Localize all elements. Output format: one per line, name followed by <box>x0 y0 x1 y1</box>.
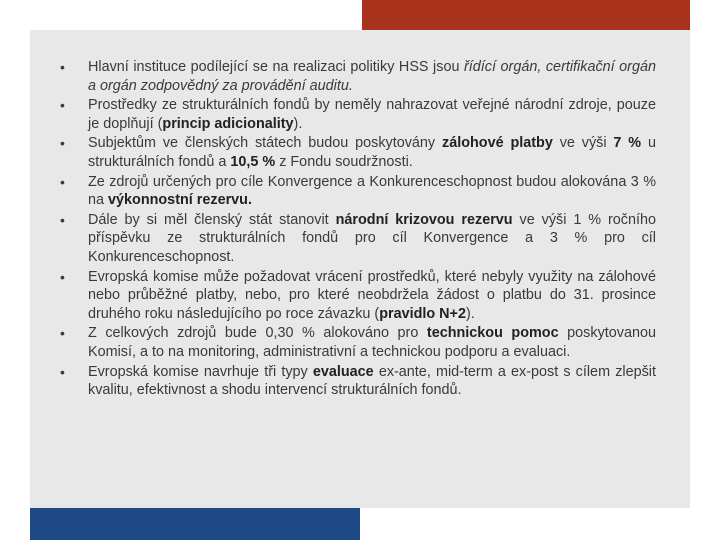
bullet-dot-icon: • <box>60 59 65 75</box>
bullet-text: ve výši <box>552 135 614 152</box>
bullet-highlight: evaluace <box>312 363 374 380</box>
bullet-text: Z celkových zdrojů bude 0,30 % alokováno pro <box>88 325 427 342</box>
bullet-dot-icon: • <box>60 173 65 190</box>
bullet-text: z Fondu soudržnosti. <box>275 153 413 170</box>
bullet-highlight: 10,5 % <box>230 153 276 170</box>
bullet-text: Hlavní instituce podílející se na realizaci politiky HSS jsou <box>88 59 464 75</box>
bullet-highlight: národní krizovou rezervu <box>335 211 513 228</box>
bottom-accent-bar <box>30 508 360 540</box>
bullet-text: Evropská komise navrhuje tři typy <box>88 363 313 380</box>
bullet-text: ex-ante, mid-term a ex-post s cílem zlepšit kvalitu, efektivnost a shodu intervencí strukturálních fondů. <box>88 363 656 399</box>
bullet-italic-text: řídící orgán, certifikační orgán a orgán zodpovědný za provádění auditu. <box>88 59 656 94</box>
bullet-text: Dále by si měl členský stát stanovit <box>88 211 336 228</box>
bullet-highlight: pravidlo N+2 <box>379 305 466 322</box>
bullet-dot-icon: • <box>60 363 65 380</box>
bullet-item-5 <box>60 211 656 267</box>
bullet-dot-icon: • <box>60 97 65 114</box>
bullet-text: Prostředky ze strukturálních fondů by neměly nahrazovat veřejné národní zdroje, pouze je doplňují ( <box>88 97 656 132</box>
bullet-highlight: výkonnostní rezervu. <box>108 192 252 209</box>
bullet-text: poskytovanou Komisí, a to na monitoring, administrativní a technickou podporu a evaluaci. <box>88 325 656 360</box>
bullet-item-1 <box>60 58 656 95</box>
bullet-text: Ze zdrojů určených pro cíle Konvergence a Konkurenceschopnost budou alokována 3 % na <box>88 173 656 209</box>
bullet-item-7 <box>60 324 656 361</box>
bullet-highlight: zálohové platby <box>442 135 553 152</box>
bullet-text: ). <box>293 115 303 132</box>
bullet-item-6 <box>60 268 656 324</box>
bullet-item-2 <box>60 96 656 133</box>
bullet-list <box>60 58 656 401</box>
bullet-highlight: 7 % <box>613 135 642 152</box>
bullet-dot-icon: • <box>60 211 65 228</box>
bullet-dot-icon: • <box>60 135 65 152</box>
bullet-text: u strukturálních fondů a <box>88 135 656 170</box>
bullet-item-8 <box>60 363 656 400</box>
bullet-dot-icon: • <box>60 325 65 342</box>
bullet-item-3 <box>60 134 656 171</box>
bullet-text: Evropská komise může požadovat vrácení prostředků, které nebyly využity na zálohové nebo průběžné platby, nebo, pro které neobdržela žádost o platbu do 31. prosince druhého roku následujícího po roce závazku ( <box>88 268 656 322</box>
bullet-dot-icon: • <box>60 268 65 285</box>
bullet-highlight: technickou pomoc <box>426 325 559 342</box>
bullet-text: ). <box>465 305 475 322</box>
bullet-text: Subjektům ve členských státech budou poskytovány <box>88 135 442 152</box>
bullet-item-4 <box>60 173 656 210</box>
top-accent-bar <box>362 0 690 30</box>
bullet-text: ve výši 1 % ročního příspěvku ze strukturálních fondů pro cíl Konvergence a 3 % pro cíl Konkurenceschopnost. <box>88 211 656 265</box>
bullet-highlight: princip adicionality <box>162 115 294 132</box>
